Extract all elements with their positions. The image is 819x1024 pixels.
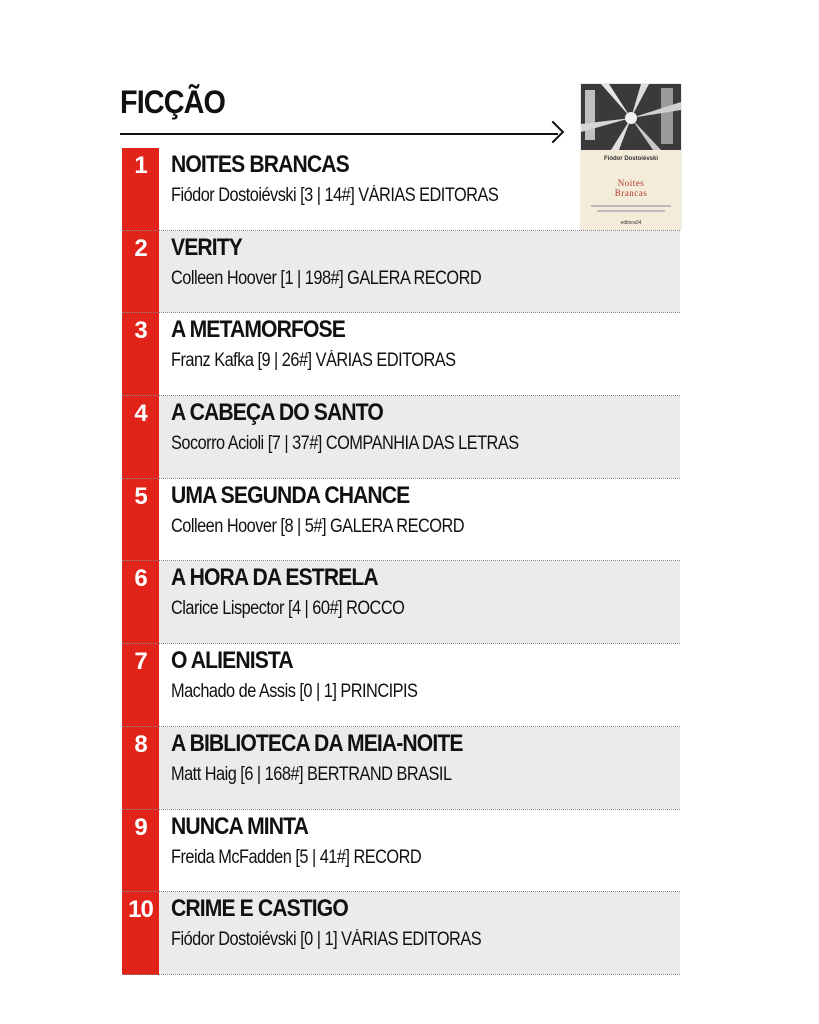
book-meta: Franz Kafka [9 | 26#] VÁRIAS EDITORAS xyxy=(171,350,456,372)
book-title: UMA SEGUNDA CHANCE xyxy=(171,481,410,509)
book-meta: Machado de Assis [0 | 1] PRINCIPIS xyxy=(171,681,418,703)
cover-artwork xyxy=(581,84,681,150)
book-title: A HORA DA ESTRELA xyxy=(171,564,378,592)
list-item xyxy=(122,313,680,396)
book-meta: Freida McFadden [5 | 41#] RECORD xyxy=(171,846,422,868)
book-meta: Colleen Hoover [1 | 198#] GALERA RECORD xyxy=(171,267,482,289)
rank-number: 3 xyxy=(134,317,147,345)
book-title: CRIME E CASTIGO xyxy=(171,895,348,923)
list-item xyxy=(122,561,680,644)
rank-number: 4 xyxy=(134,400,147,428)
book-title: A BIBLIOTECA DA MEIA-NOITE xyxy=(171,729,463,757)
list-item xyxy=(122,810,680,893)
cover-title-line2: Brancas xyxy=(614,188,648,198)
list-item xyxy=(122,644,680,727)
book-title: A CABEÇA DO SANTO xyxy=(171,399,383,427)
cover-title-line1: Noites xyxy=(617,178,645,188)
cover-publisher: editora34 xyxy=(620,220,642,226)
section-title: FICÇÃO xyxy=(120,84,225,120)
list-item xyxy=(122,479,680,562)
book-meta: Socorro Acioli [7 | 37#] COMPANHIA DAS LETRAS xyxy=(171,433,519,455)
book-meta: Fiódor Dostoiévski [0 | 1] VÁRIAS EDITORAS xyxy=(171,929,482,951)
rank-number: 7 xyxy=(134,648,147,676)
list-item xyxy=(122,396,680,479)
list-item xyxy=(122,148,680,231)
rank-number: 2 xyxy=(134,234,147,262)
book-title: NUNCA MINTA xyxy=(171,812,308,840)
list-item xyxy=(122,727,680,810)
rank-number: 1 xyxy=(134,152,147,179)
book-meta: Fiódor Dostoiévski [3 | 14#] VÁRIAS EDITORAS xyxy=(171,185,499,206)
cover-author: Fiódor Dostoiévski xyxy=(603,156,658,162)
book-meta: Clarice Lispector [4 | 60#] ROCCO xyxy=(171,598,405,620)
book-meta: Matt Haig [6 | 168#] BERTRAND BRASIL xyxy=(171,763,452,785)
rank-number: 8 xyxy=(134,730,147,758)
rank-number: 9 xyxy=(134,813,147,841)
book-title: A METAMORFOSE xyxy=(171,316,345,344)
title-arrow-line xyxy=(120,133,558,135)
rank-number: 5 xyxy=(134,482,147,510)
list-item xyxy=(122,231,680,314)
arrow-right-icon xyxy=(542,121,565,144)
rank-number: 10 xyxy=(128,896,153,924)
book-title: O ALIENISTA xyxy=(171,647,293,675)
rank-number: 6 xyxy=(134,565,147,593)
book-title: NOITES BRANCAS xyxy=(171,151,349,178)
bestseller-list xyxy=(122,148,680,975)
book-title: VERITY xyxy=(171,233,243,261)
list-item xyxy=(122,892,680,975)
book-meta: Colleen Hoover [8 | 5#] GALERA RECORD xyxy=(171,515,465,537)
